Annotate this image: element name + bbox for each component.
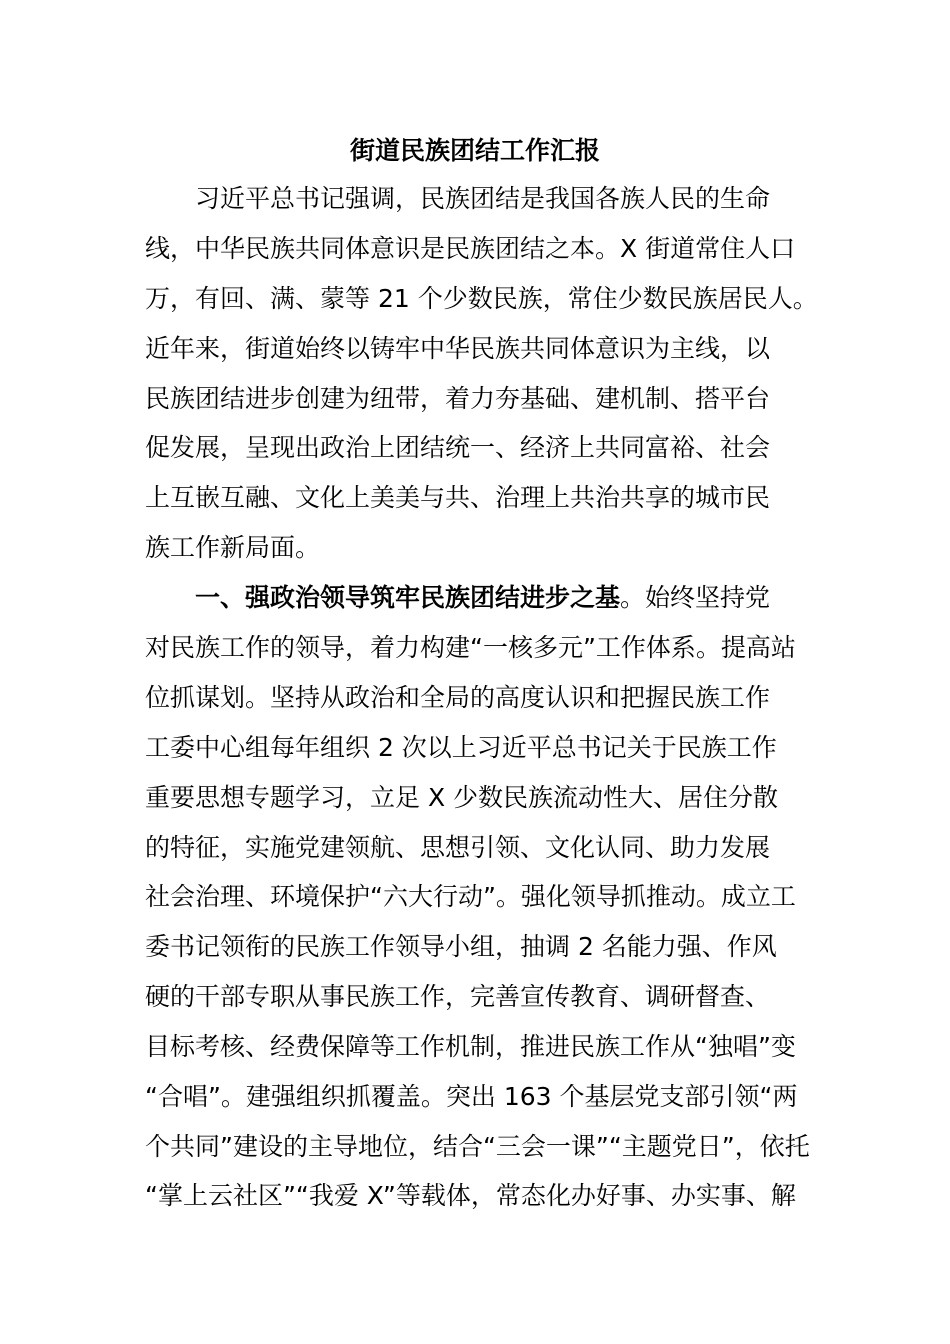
paragraph-line: 习近平总书记强调，民族团结是我国各族人民的生命 [195,184,771,213]
paragraph-line: 目标考核、经费保障等工作机制，推进民族工作从“独唱”变 [145,1032,796,1061]
paragraph-line: “掌上云社区”“我爱 X”等载体，常态化办好事、办实事、解 [145,1181,796,1210]
section-first-line-rest: 。始终坚持党 [620,583,771,612]
paragraph-line: 位抓谋划。坚持从政治和全局的高度认识和把握民族工作 [145,683,771,712]
paragraph-line: 硬的干部专职从事民族工作，完善宣传教育、调研督查、 [145,982,771,1011]
paragraph-line: 民族团结进步创建为纽带，着力夯基础、建机制、搭平台 [145,384,771,413]
paragraph-line: 族工作新局面。 [145,533,321,562]
paragraph-line: 工委中心组每年组织 2 次以上习近平总书记关于民族工作 [145,733,777,762]
paragraph-line: “合唱”。建强组织抓覆盖。突出 163 个基层党支部引领“两 [145,1082,798,1111]
paragraph-line: 个共同”建设的主导地位，结合“三会一课”“主题党日”，依托 [145,1132,810,1161]
paragraph-line: 社会治理、环境保护“六大行动”。强化领导抓推动。成立工 [145,882,796,911]
paragraph-line: 上互嵌互融、文化上美美与共、治理上共治共享的城市民 [145,483,771,512]
section-heading: 一、强政治领导筑牢民族团结进步之基 [195,583,621,612]
paragraph-line: 近年来，街道始终以铸牢中华民族共同体意识为主线，以 [145,334,771,363]
paragraph-line: 对民族工作的领导，着力构建“一核多元”工作体系。提高站 [145,633,796,662]
paragraph-line: 促发展，呈现出政治上团结统一、经济上共同富裕、社会 [145,433,771,462]
document-title: 街道民族团结工作汇报 [349,136,600,165]
section-first-line [195,580,770,616]
paragraph-line: 线，中华民族共同体意识是民族团结之本。X 街道常住人口 [145,234,796,263]
paragraph-line: 委书记领衔的民族工作领导小组，抽调 2 名能力强、作风 [145,932,777,961]
paragraph-line: 万，有回、满、蒙等 21 个少数民族，常住少数民族居民人。 [145,284,818,313]
paragraph-line: 的特征，实施党建领航、思想引领、文化认同、助力发展 [145,833,771,862]
paragraph-line: 重要思想专题学习，立足 X 少数民族流动性大、居住分散 [145,783,779,812]
